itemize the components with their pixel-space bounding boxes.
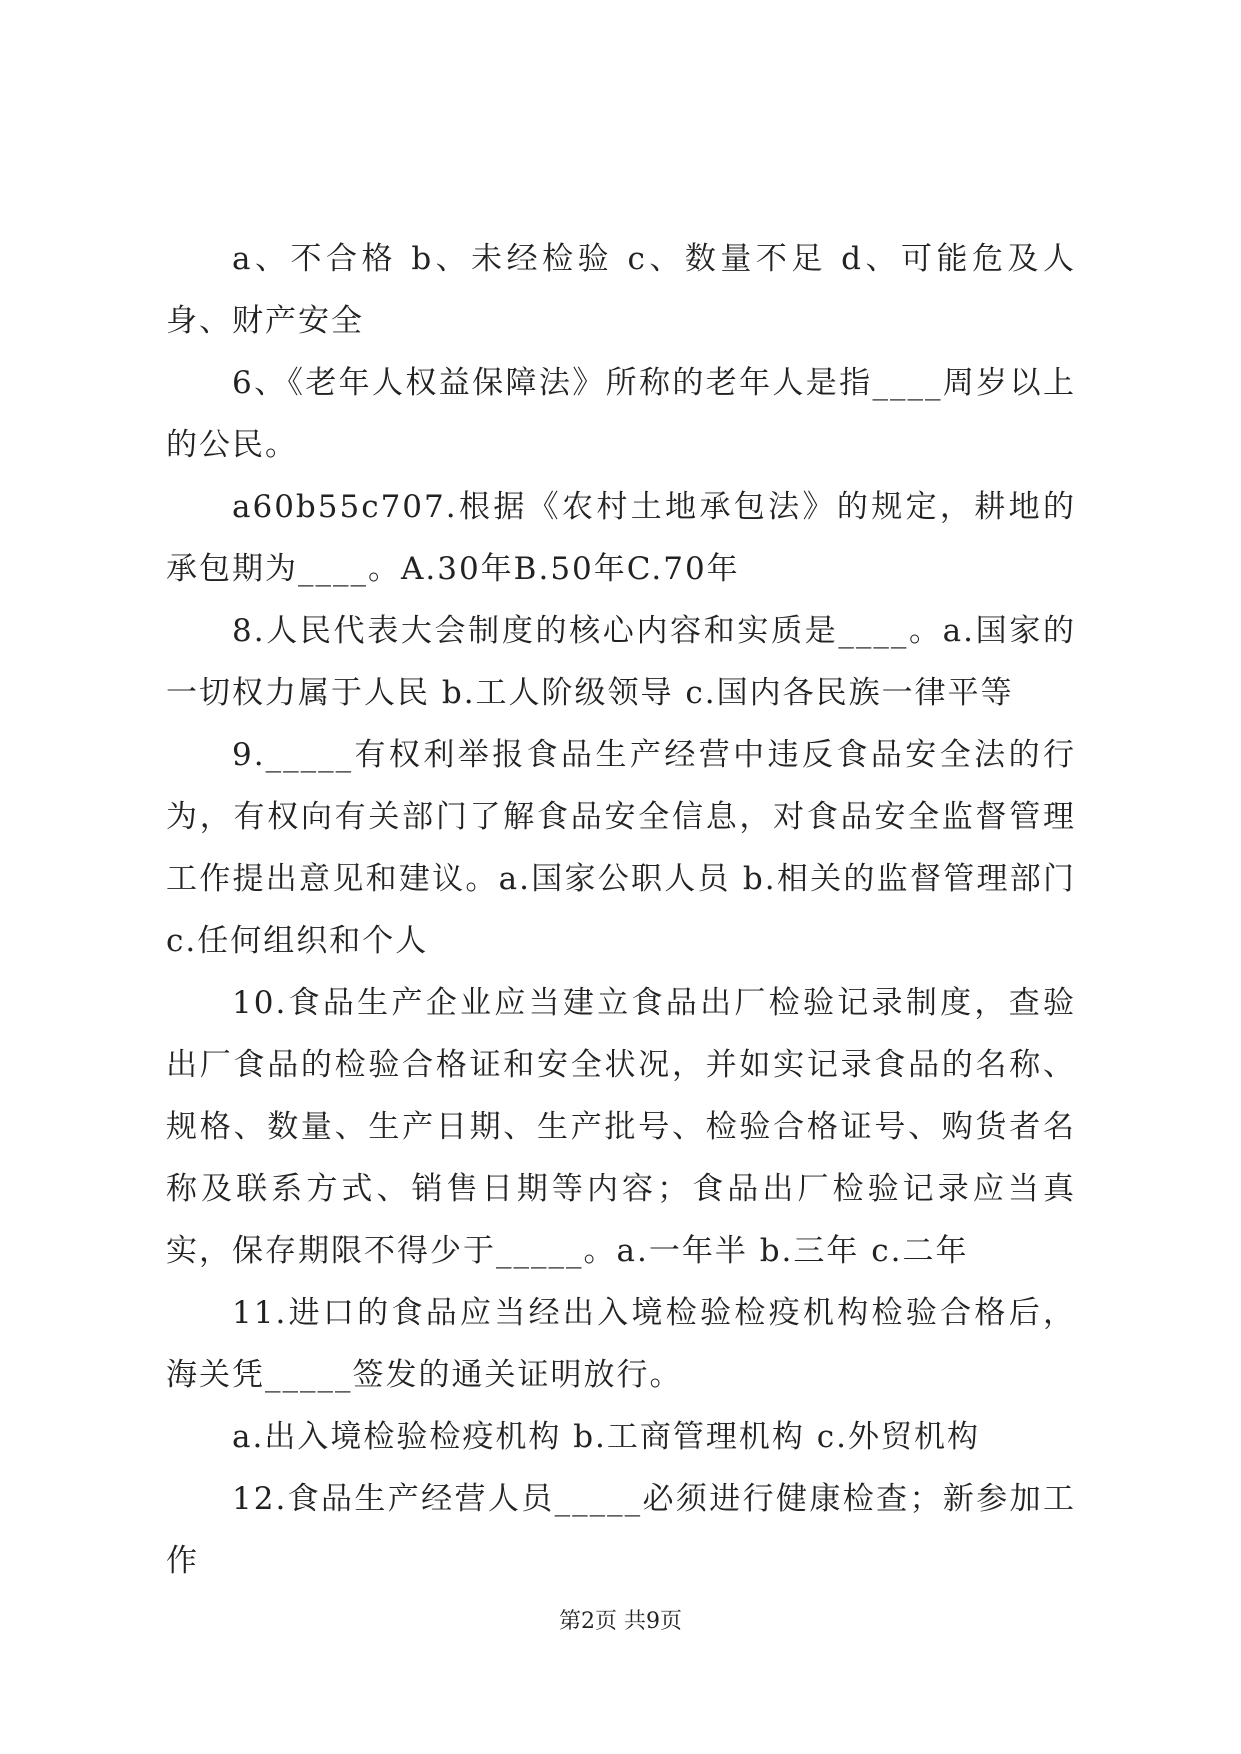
paragraph-question-11: 11.进口的食品应当经出入境检验检疫机构检验合格后，海关凭_____签发的通关证明放行。: [166, 1295, 1076, 1393]
page-footer: 第2页 共9页: [559, 1609, 682, 1634]
paragraph-question-9: 9._____有权利举报食品生产经营中违反食品安全法的行为，有权向有关部门了解食品安全信息，对食品安全监督管理工作提出意见和建议。a.国家公职人员 b.相关的监督管理部门 c.任何组织和个人: [166, 737, 1076, 959]
document-body: [166, 228, 1076, 1592]
paragraph-question-12: 12.食品生产经营人员_____必须进行健康检查；新参加工作: [166, 1481, 1076, 1579]
paragraph-question-8: 8.人民代表大会制度的核心内容和实质是____。a.国家的一切权力属于人民 b.工人阶级领导 c.国内各民族一律平等: [166, 613, 1076, 711]
paragraph-question-10: 10.食品生产企业应当建立食品出厂检验记录制度，查验出厂食品的检验合格证和安全状况，并如实记录食品的名称、规格、数量、生产日期、生产批号、检验合格证号、购货者名称及联系方式、销售日期等内容；食品出厂检验记录应当真实，保存期限不得少于_____。a.一年半 b.三年 c.二年: [166, 985, 1076, 1269]
paragraph-question-6: 6、《老年人权益保障法》所称的老年人是指____周岁以上的公民。: [166, 365, 1076, 463]
paragraph-options-11: a.出入境检验检疫机构 b.工商管理机构 c.外贸机构: [232, 1419, 980, 1455]
paragraph-options-5: a、不合格 b、未经检验 c、数量不足 d、可能危及人身、财产安全: [166, 241, 1076, 339]
paragraph-question-7: a60b55c707.根据《农村土地承包法》的规定，耕地的承包期为____。A.30年B.50年C.70年: [166, 489, 1076, 587]
